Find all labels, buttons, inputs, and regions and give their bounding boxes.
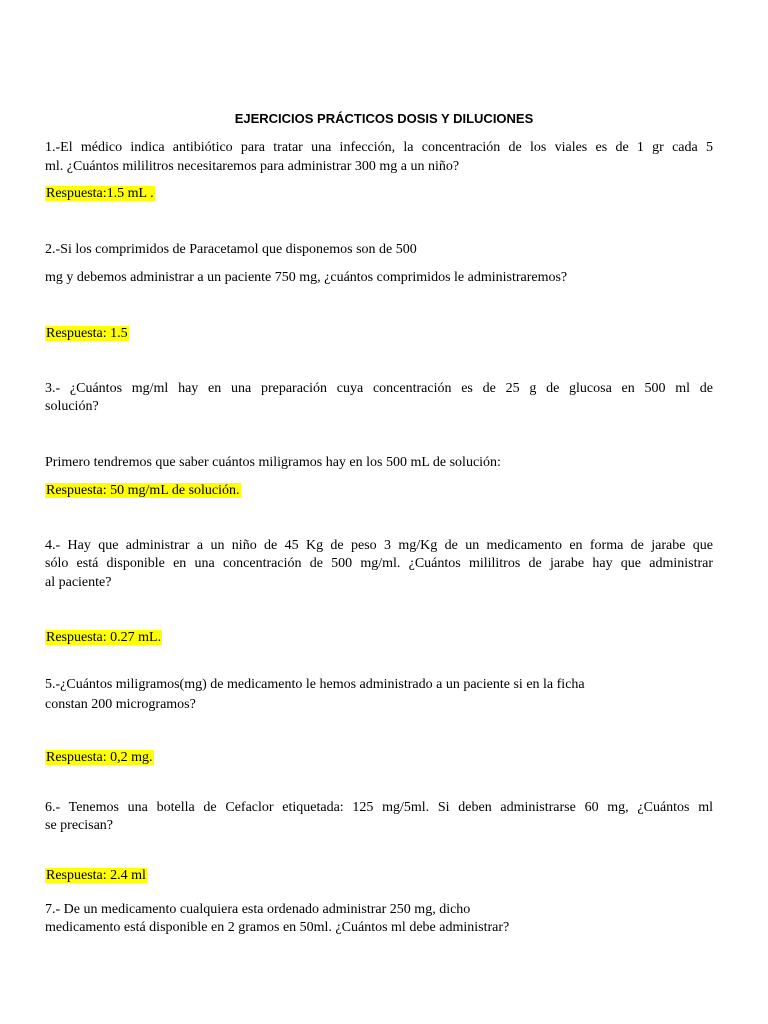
question-4-line-2: sólo está disponible en una concentración de 500 mg/ml. ¿Cuántos mililitros de jarabe hay que administrar <box>45 556 713 571</box>
question-4-line-1: 4.- Hay que administrar a un niño de 45 Kg de peso 3 mg/Kg de un medicamento en forma de jarabe que <box>45 538 713 553</box>
question-6-line-2: se precisan? <box>45 818 114 833</box>
question-6-line-1: 6.- Tenemos una botella de Cefaclor etiquetada: 125 mg/5ml. Si deben administrarse 60 mg, ¿Cuántos ml <box>45 800 713 815</box>
page-title: EJERCICIOS PRÁCTICOS DOSIS Y DILUCIONES <box>234 111 534 126</box>
question-2-line-2: mg y debemos administrar a un paciente 750 mg, ¿cuántos comprimidos le administraremos? <box>45 270 568 285</box>
question-3-line-1: 3.- ¿Cuántos mg/ml hay en una preparación cuya concentración es de 25 g de glucosa en 500 ml de <box>45 381 713 396</box>
question-2-line-1: 2.-Si los comprimidos de Paracetamol que disponemos son de 500 <box>45 242 417 257</box>
question-4-line-3: al paciente? <box>45 575 112 590</box>
question-5-line-1: 5.-¿Cuántos miligramos(mg) de medicamento le hemos administrado a un paciente si en la ficha <box>45 677 585 692</box>
answer-5: Respuesta: 0,2 mg. <box>46 750 153 765</box>
answer-4: Respuesta: 0.27 mL. <box>46 630 162 645</box>
question-7-line-2: medicamento está disponible en 2 gramos en 50ml. ¿Cuántos ml debe administrar? <box>45 920 510 935</box>
answer-6: Respuesta: 2.4 ml <box>46 868 146 883</box>
answer-2: Respuesta: 1.5 <box>46 326 128 341</box>
question-3-note: Primero tendremos que saber cuántos miligramos hay en los 500 mL de solución: <box>45 455 501 470</box>
question-5-line-2: constan 200 microgramos? <box>45 697 196 712</box>
answer-3: Respuesta: 50 mg/mL de solución. <box>46 483 240 498</box>
question-7-line-1: 7.- De un medicamento cualquiera esta ordenado administrar 250 mg, dicho <box>45 902 471 917</box>
question-1-line-2: ml. ¿Cuántos mililitros necesitaremos para administrar 300 mg a un niño? <box>45 159 460 174</box>
question-3-line-2: solución? <box>45 399 99 414</box>
question-1-line-1: 1.-El médico indica antibiótico para tratar una infección, la concentración de los viales es de 1 gr cada 5 <box>45 140 713 155</box>
answer-1: Respuesta:1.5 mL . <box>46 186 154 201</box>
